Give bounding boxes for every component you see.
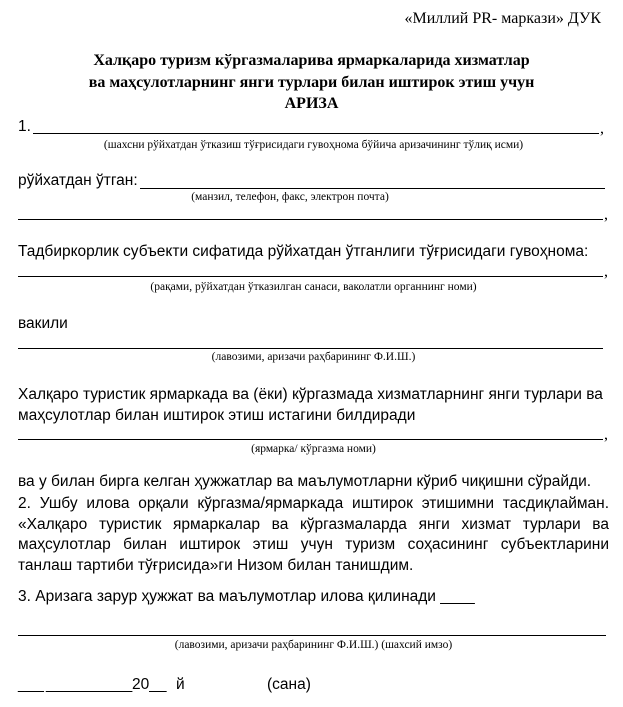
comma: , — [600, 120, 604, 137]
address-field[interactable] — [140, 188, 605, 189]
comma: , — [604, 263, 608, 280]
form-title-line1: Халқаро туризм кўргазмаларива ярмаркаларида хизматлар — [93, 52, 530, 69]
certificate-field[interactable] — [18, 276, 603, 277]
month-blank[interactable]: __________ — [46, 676, 133, 693]
comma: , — [604, 426, 608, 443]
day-blank[interactable]: ___ — [18, 676, 44, 693]
participation-desire-text: Халқаро туристик ярмаркада ва (ёки) кўргазмада хизматларнинг янги турлари ва маҳсулотлар билан иштирок этиш истагини билдиради — [18, 386, 603, 424]
registered-label: рўйхатдан ўтган: — [18, 172, 138, 189]
hint-address: (манзил, телефон, факс, электрон почта) — [191, 191, 389, 203]
hint-certificate: (рақами, рўйхатдан ўтказилган санаси, ваколатли органнинг номи) — [150, 281, 477, 293]
signature-field[interactable] — [18, 635, 606, 636]
comma: , — [604, 206, 608, 223]
hint-fair-name: (ярмарка/ кўргазма номи) — [251, 443, 376, 455]
request-text: ва у билан бирга келган ҳужжатлар ва маълумотларни кўриб чиқишни сўрайди. — [18, 473, 592, 490]
fair-name-field[interactable] — [18, 439, 603, 440]
hint-applicant-name: (шахсни рўйхатдан ўтказиш тўғрисидаги гувоҳнома бўйича аризачининг тўлиқ исми) — [103, 139, 524, 151]
attachments-text: 3. Аризага зарур ҳужжат ва маълумотлар илова қилинади ____ — [18, 588, 475, 605]
representative-label: вакили — [18, 315, 68, 332]
confirmation-paragraph: 2. Ушбу илова орқали кўргазма/ярмаркада иштирок этишимни тасдиқлайман. «Халқаро туристик ярмаркалар ва кўргазмаларда янги хизмат турлари ва маҳсулотлар билан иштирок этиш учун туризм соҳасининг субъектларини танлаш тартиби тўғрисида»ги Низом билан танишдим. — [18, 495, 609, 574]
organization-header: «Миллий PR- маркази» ДУК — [404, 10, 601, 27]
certificate-label: Тадбиркорлик субъекти сифатида рўйхатдан ўтганлиги тўғрисидаги гувоҳнома: — [18, 243, 589, 260]
hint-signature: (лавозими, аризачи раҳбарининг Ф.И.Ш.) (шахсий имзо) — [174, 639, 453, 651]
form-title-ariza: АРИЗА — [284, 95, 339, 112]
item-number-1: 1. — [18, 118, 31, 135]
address-field-continued[interactable] — [18, 219, 603, 220]
form-title-line2: ва маҳсулотларнинг янги турлари билан иштирок этиш учун — [88, 74, 535, 91]
applicant-name-field[interactable] — [33, 133, 599, 134]
date-label: (сана) — [267, 676, 311, 693]
year-field[interactable]: 20__ — [132, 676, 167, 693]
year-suffix: й — [176, 676, 185, 693]
representative-field[interactable] — [18, 348, 603, 349]
hint-position: (лавозими, аризачи раҳбарининг Ф.И.Ш.) — [211, 351, 416, 363]
